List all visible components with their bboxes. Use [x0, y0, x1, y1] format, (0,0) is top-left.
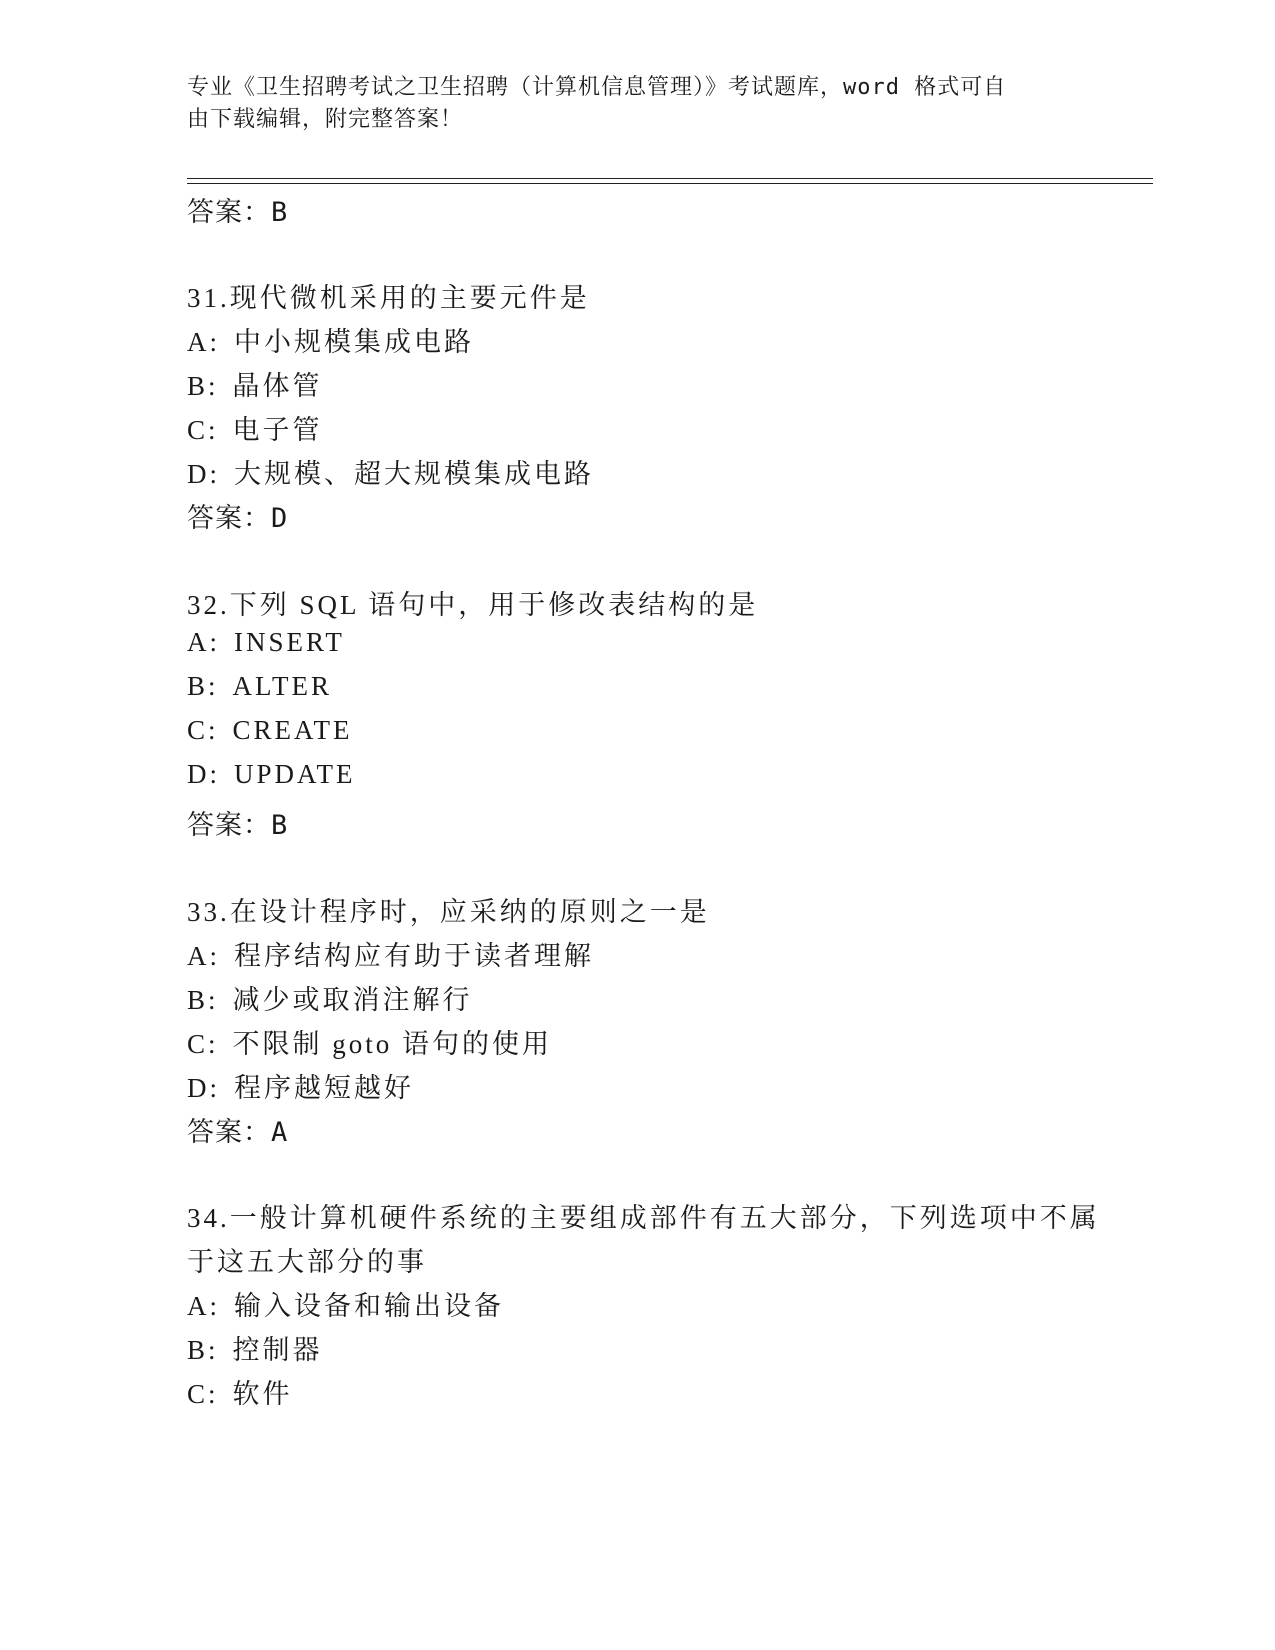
question-34-stem-line-1: 34.一般计算机硬件系统的主要组成部件有五大部分，下列选项中不属 [187, 1203, 1100, 1233]
option-letter: C: [187, 415, 219, 445]
question-33-option-c [187, 1022, 552, 1061]
question-33-option-d [187, 1066, 414, 1105]
question-31-option-a [187, 320, 474, 359]
option-text: 程序越短越好 [234, 1073, 414, 1103]
option-text: 晶体管 [232, 371, 323, 401]
question-34-stem-line-2: 于这五大部分的事 [187, 1247, 427, 1277]
previous-answer: 答案：B [187, 197, 289, 228]
option-text: ALTER [232, 671, 333, 701]
question-31-option-c [187, 408, 323, 447]
option-letter: B: [187, 671, 219, 701]
option-letter: A: [187, 627, 220, 657]
option-letter: A: [187, 941, 220, 971]
question-34-option-a [187, 1284, 504, 1323]
question-34-option-c [187, 1372, 293, 1411]
header-line-2: 由下载编辑，附完整答案！ [187, 107, 464, 132]
option-text: 输入设备和输出设备 [234, 1291, 504, 1321]
question-33-answer: 答案：A [187, 1117, 289, 1148]
option-letter: D: [187, 1073, 220, 1103]
question-31-answer: 答案：D [187, 503, 289, 534]
option-text: 控制器 [232, 1335, 323, 1365]
question-32-stem: 32.下列 SQL 语句中，用于修改表结构的是 [187, 590, 759, 620]
question-31-stem: 31.现代微机采用的主要元件是 [187, 283, 590, 313]
option-letter: B: [187, 985, 219, 1015]
question-32-answer: 答案：B [187, 810, 289, 841]
question-31-option-b [187, 364, 323, 403]
question-31-option-d [187, 452, 594, 491]
question-33-option-a [187, 934, 594, 973]
question-32-option-b [187, 671, 332, 702]
option-letter: C: [187, 1379, 219, 1409]
option-text: 电子管 [232, 415, 323, 445]
question-32-option-a [187, 627, 345, 658]
option-letter: B: [187, 371, 219, 401]
option-letter: B: [187, 1335, 219, 1365]
document-header [187, 72, 1067, 136]
question-32-option-c [187, 715, 353, 746]
option-letter: C: [187, 715, 219, 745]
option-letter: A: [187, 1291, 220, 1321]
option-text: 程序结构应有助于读者理解 [234, 941, 594, 971]
option-text: CREATE [232, 715, 353, 745]
header-divider-top [187, 178, 1153, 179]
option-text: 中小规模集成电路 [234, 327, 474, 357]
option-text: 减少或取消注解行 [232, 985, 473, 1015]
question-33-stem: 33.在设计程序时，应采纳的原则之一是 [187, 897, 710, 927]
option-letter: D: [187, 459, 220, 489]
option-letter: A: [187, 327, 220, 357]
option-text: UPDATE [234, 759, 356, 789]
question-32-option-d [187, 759, 356, 790]
question-34-option-b [187, 1328, 323, 1367]
option-text: 大规模、超大规模集成电路 [234, 459, 594, 489]
header-line-1: 专业《卫生招聘考试之卫生招聘（计算机信息管理）》考试题库，word 格式可自 [187, 75, 1007, 100]
option-letter: D: [187, 759, 220, 789]
header-divider-bottom [187, 183, 1153, 184]
question-33-option-b [187, 978, 473, 1017]
option-text: 软件 [232, 1379, 293, 1409]
option-text: 不限制 goto 语句的使用 [232, 1029, 553, 1059]
option-text: INSERT [234, 627, 345, 657]
option-letter: C: [187, 1029, 219, 1059]
